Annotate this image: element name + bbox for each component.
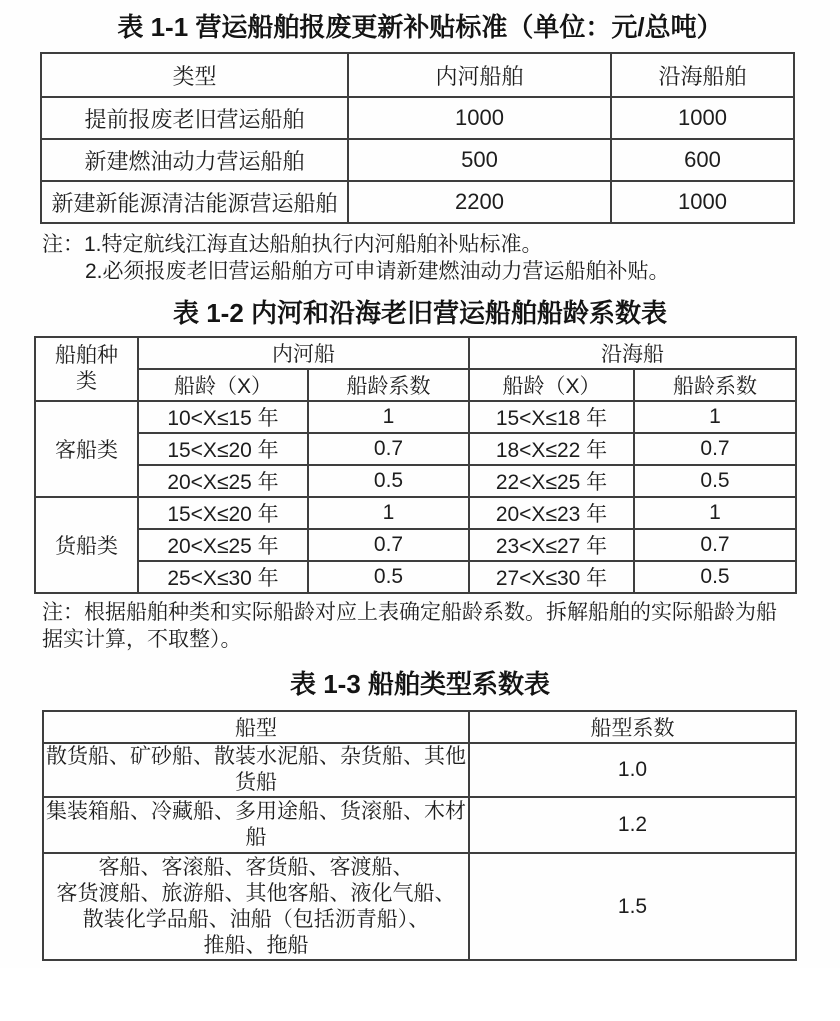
header-cell-age: 船龄（X）	[469, 369, 634, 401]
cell-line: 推船、拖船	[203, 933, 309, 957]
cell-factor: 1.5	[469, 853, 796, 960]
table-1-2-title: 表 1-2 内河和沿海老旧营运船舶船龄系数表	[172, 298, 668, 328]
table-row	[35, 497, 796, 529]
cell-category-passenger: 客船类	[35, 401, 138, 497]
header-cell-factor: 船龄系数	[308, 369, 469, 401]
header-cell-ship-category	[35, 337, 138, 401]
table-1-3-title: 表 1-3 船舶类型系数表	[289, 669, 551, 699]
cell-factor: 1.2	[469, 797, 796, 853]
cell-factor: 0.7	[308, 433, 469, 465]
table-row	[35, 529, 796, 561]
cell-inland-value: 500	[348, 139, 611, 181]
cell-line: 集装箱船、冷藏船、多用途船、货滚船、木材	[46, 800, 466, 823]
cell-type: 提前报废老旧营运船舶	[41, 97, 348, 139]
cell-type: 新建燃油动力营运船舶	[41, 139, 348, 181]
cell-age-range: 20<X≤25 年	[138, 529, 308, 561]
header-line: 船舶种	[55, 344, 118, 367]
bottom-whitespace	[0, 961, 840, 1021]
table-header-row	[35, 337, 796, 369]
note-line: 注：根据船舶种类和实际船龄对应上表确定船龄系数。拆解船舶的实际船龄为船	[42, 601, 777, 624]
cell-factor: 0.7	[634, 529, 796, 561]
cell-age-range: 15<X≤20 年	[138, 433, 308, 465]
table-header-row	[41, 53, 794, 97]
cell-factor: 1	[634, 497, 796, 529]
cell-factor: 0.5	[308, 465, 469, 497]
cell-age-range: 18<X≤22 年	[469, 433, 634, 465]
table-1-2-notes	[42, 599, 840, 653]
cell-coastal-value: 600	[611, 139, 794, 181]
table-row	[35, 433, 796, 465]
cell-ship-types	[43, 853, 469, 960]
cell-category-cargo: 货船类	[35, 497, 138, 593]
cell-factor: 0.5	[634, 561, 796, 593]
cell-coastal-value: 1000	[611, 97, 794, 139]
cell-factor: 1.0	[469, 743, 796, 797]
cell-factor: 0.7	[308, 529, 469, 561]
table-row	[43, 797, 796, 853]
header-cell-ship-type: 船型	[43, 711, 469, 743]
table-row	[35, 561, 796, 593]
cell-line: 散货船、矿砂船、散装水泥船、杂货船、其他	[46, 745, 466, 768]
header-cell-inland: 内河船舶	[348, 53, 611, 97]
cell-factor: 1	[308, 401, 469, 433]
table-row	[43, 853, 796, 960]
cell-ship-types	[43, 743, 469, 797]
cell-line: 船	[245, 826, 267, 849]
cell-age-range: 27<X≤30 年	[469, 561, 634, 593]
cell-age-range: 15<X≤18 年	[469, 401, 634, 433]
cell-line: 货船	[235, 771, 277, 794]
cell-line: 散装化学品船、油船（包括沥青船）、	[82, 907, 430, 931]
cell-age-range: 15<X≤20 年	[138, 497, 308, 529]
table-row	[41, 139, 794, 181]
note-line: 据实计算，不取整）。	[42, 628, 242, 651]
table-subheader-row	[35, 369, 796, 401]
subsidy-standard-table	[40, 52, 795, 224]
table-1-1-notes	[42, 231, 840, 285]
cell-inland-value: 1000	[348, 97, 611, 139]
header-cell-coastal: 沿海船舶	[611, 53, 794, 97]
header-cell-coastal-group: 沿海船	[469, 337, 796, 369]
table-row	[41, 181, 794, 223]
cell-type: 新建新能源清洁能源营运船舶	[41, 181, 348, 223]
header-cell-inland-group: 内河船	[138, 337, 469, 369]
table-header-row	[43, 711, 796, 743]
cell-age-range: 22<X≤25 年	[469, 465, 634, 497]
cell-factor: 1	[308, 497, 469, 529]
cell-age-range: 25<X≤30 年	[138, 561, 308, 593]
cell-factor: 0.5	[308, 561, 469, 593]
ship-age-factor-table	[34, 336, 797, 594]
note-line: 注：1.特定航线江海直达船舶执行内河船舶补贴标准。	[42, 233, 543, 256]
header-cell-age: 船龄（X）	[138, 369, 308, 401]
ship-type-factor-table	[42, 710, 797, 961]
cell-factor: 0.7	[634, 433, 796, 465]
cell-coastal-value: 1000	[611, 181, 794, 223]
cell-ship-types	[43, 797, 469, 853]
cell-line: 客货渡船、旅游船、其他客船、液化气船、	[56, 881, 456, 905]
header-cell-factor: 船龄系数	[634, 369, 796, 401]
table-row	[35, 401, 796, 433]
cell-age-range: 10<X≤15 年	[138, 401, 308, 433]
header-cell-type-factor: 船型系数	[469, 711, 796, 743]
table-row	[43, 743, 796, 797]
cell-factor: 1	[634, 401, 796, 433]
header-line: 类	[76, 370, 97, 393]
cell-inland-value: 2200	[348, 181, 611, 223]
cell-age-range: 20<X≤23 年	[469, 497, 634, 529]
table-1-1-title: 表 1-1 营运船舶报废更新补贴标准（单位：元/总吨）	[117, 12, 723, 42]
cell-line: 客船、客滚船、客货船、客渡船、	[98, 855, 414, 879]
table-row	[35, 465, 796, 497]
cell-factor: 0.5	[634, 465, 796, 497]
cell-age-range: 23<X≤27 年	[469, 529, 634, 561]
table-row	[41, 97, 794, 139]
note-line: 2.必须报废老旧营运船舶方可申请新建燃油动力营运船舶补贴。	[85, 260, 670, 283]
header-cell-type: 类型	[41, 53, 348, 97]
cell-age-range: 20<X≤25 年	[138, 465, 308, 497]
